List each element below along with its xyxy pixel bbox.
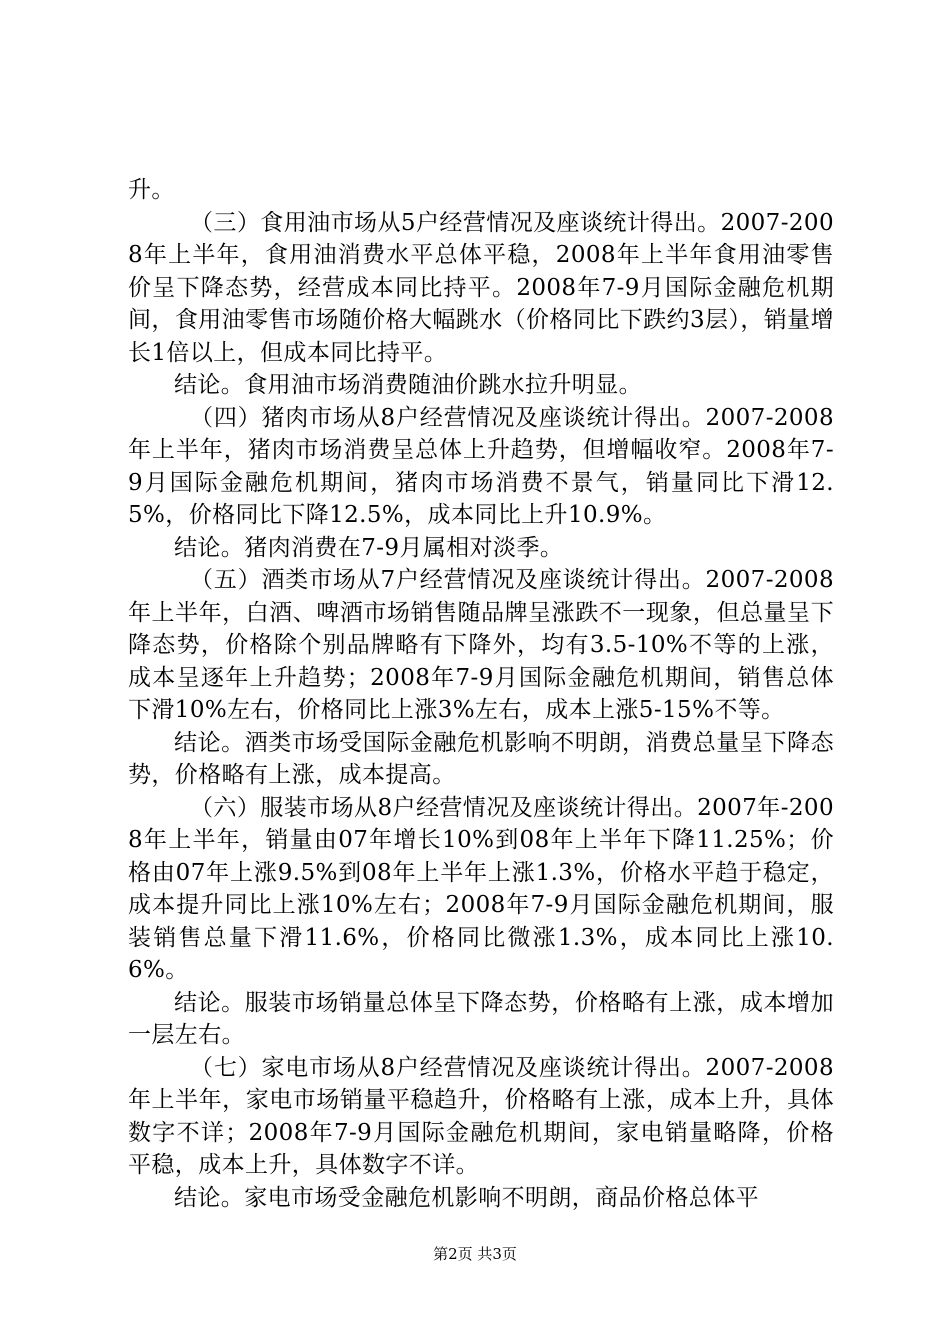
paragraph-liquor: （五）酒类市场从7户经营情况及座谈统计得出。2007-2008年上半年，白酒、啤酒市场销售随品牌呈涨跌不一现象，但总量呈下降态势，价格除个别品牌略有下降外，均有3.5-10%不等的上涨，成本呈逐年上升趋势；2008年7-9月国际金融危机期间，销售总体下滑10%左右，价格同比上涨3%左右，成本上涨5-15%不等。 [128,567,834,723]
paragraph-liquor-conclusion: 结论。酒类市场受国际金融危机影响不明朗，消费总量呈下降态势，价格略有上涨，成本提高。 [128,729,834,788]
document-body [128,174,834,1214]
page-footer [0,1244,950,1264]
paragraph-clothing: （六）服装市场从8户经营情况及座谈统计得出。2007年-2008年上半年，销量由07年增长10%到08年上半年下降11.25%；价格由07年上涨9.5%到08年上半年上涨1.3%，价格水平趋于稳定，成本提升同比上涨10%左右；2008年7-9月国际金融危机期间，服装销售总量下滑11.6%，价格同比微涨1.3%，成本同比上涨10.6%。 [128,794,834,983]
paragraph-edible-oil-conclusion: 结论。食用油市场消费随油价跳水拉升明显。 [174,372,642,398]
paragraph-appliance-conclusion: 结论。家电市场受金融危机影响不明朗，商品价格总体平 [174,1184,759,1211]
paragraph-edible-oil: （三）食用油市场从5户经营情况及座谈统计得出。2007-2008年上半年，食用油消费水平总体平稳，2008年上半年食用油零售价呈下降态势，经营成本同比持平。2008年7-9月国际金融危机期间，食用油零售市场随价格大幅跳水（价格同比下跌约3层），销量增长1倍以上，但成本同比持平。 [128,209,834,366]
page-number-label: 第2页 共3页 [433,1245,517,1263]
paragraph-pork-conclusion: 结论。猪肉消费在7-9月属相对淡季。 [174,534,564,561]
paragraph-continuation: 升。 [128,177,175,203]
paragraph-pork: （四）猪肉市场从8户经营情况及座谈统计得出。2007-2008年上半年，猪肉市场消费呈总体上升趋势，但增幅收窄。2008年7-9月国际金融危机期间，猪肉市场消费不景气，销量同比下滑12.5%，价格同比下降12.5%，成本同比上升10.9%。 [128,404,834,528]
paragraph-clothing-conclusion: 结论。服装市场销量总体呈下降态势，价格略有上涨，成本增加一层左右。 [128,989,834,1048]
paragraph-appliance: （七）家电市场从8户经营情况及座谈统计得出。2007-2008年上半年，家电市场销量平稳趋升，价格略有上涨，成本上升，具体数字不详；2008年7-9月国际金融危机期间，家电销量略降，价格平稳，成本上升，具体数字不详。 [128,1054,834,1178]
